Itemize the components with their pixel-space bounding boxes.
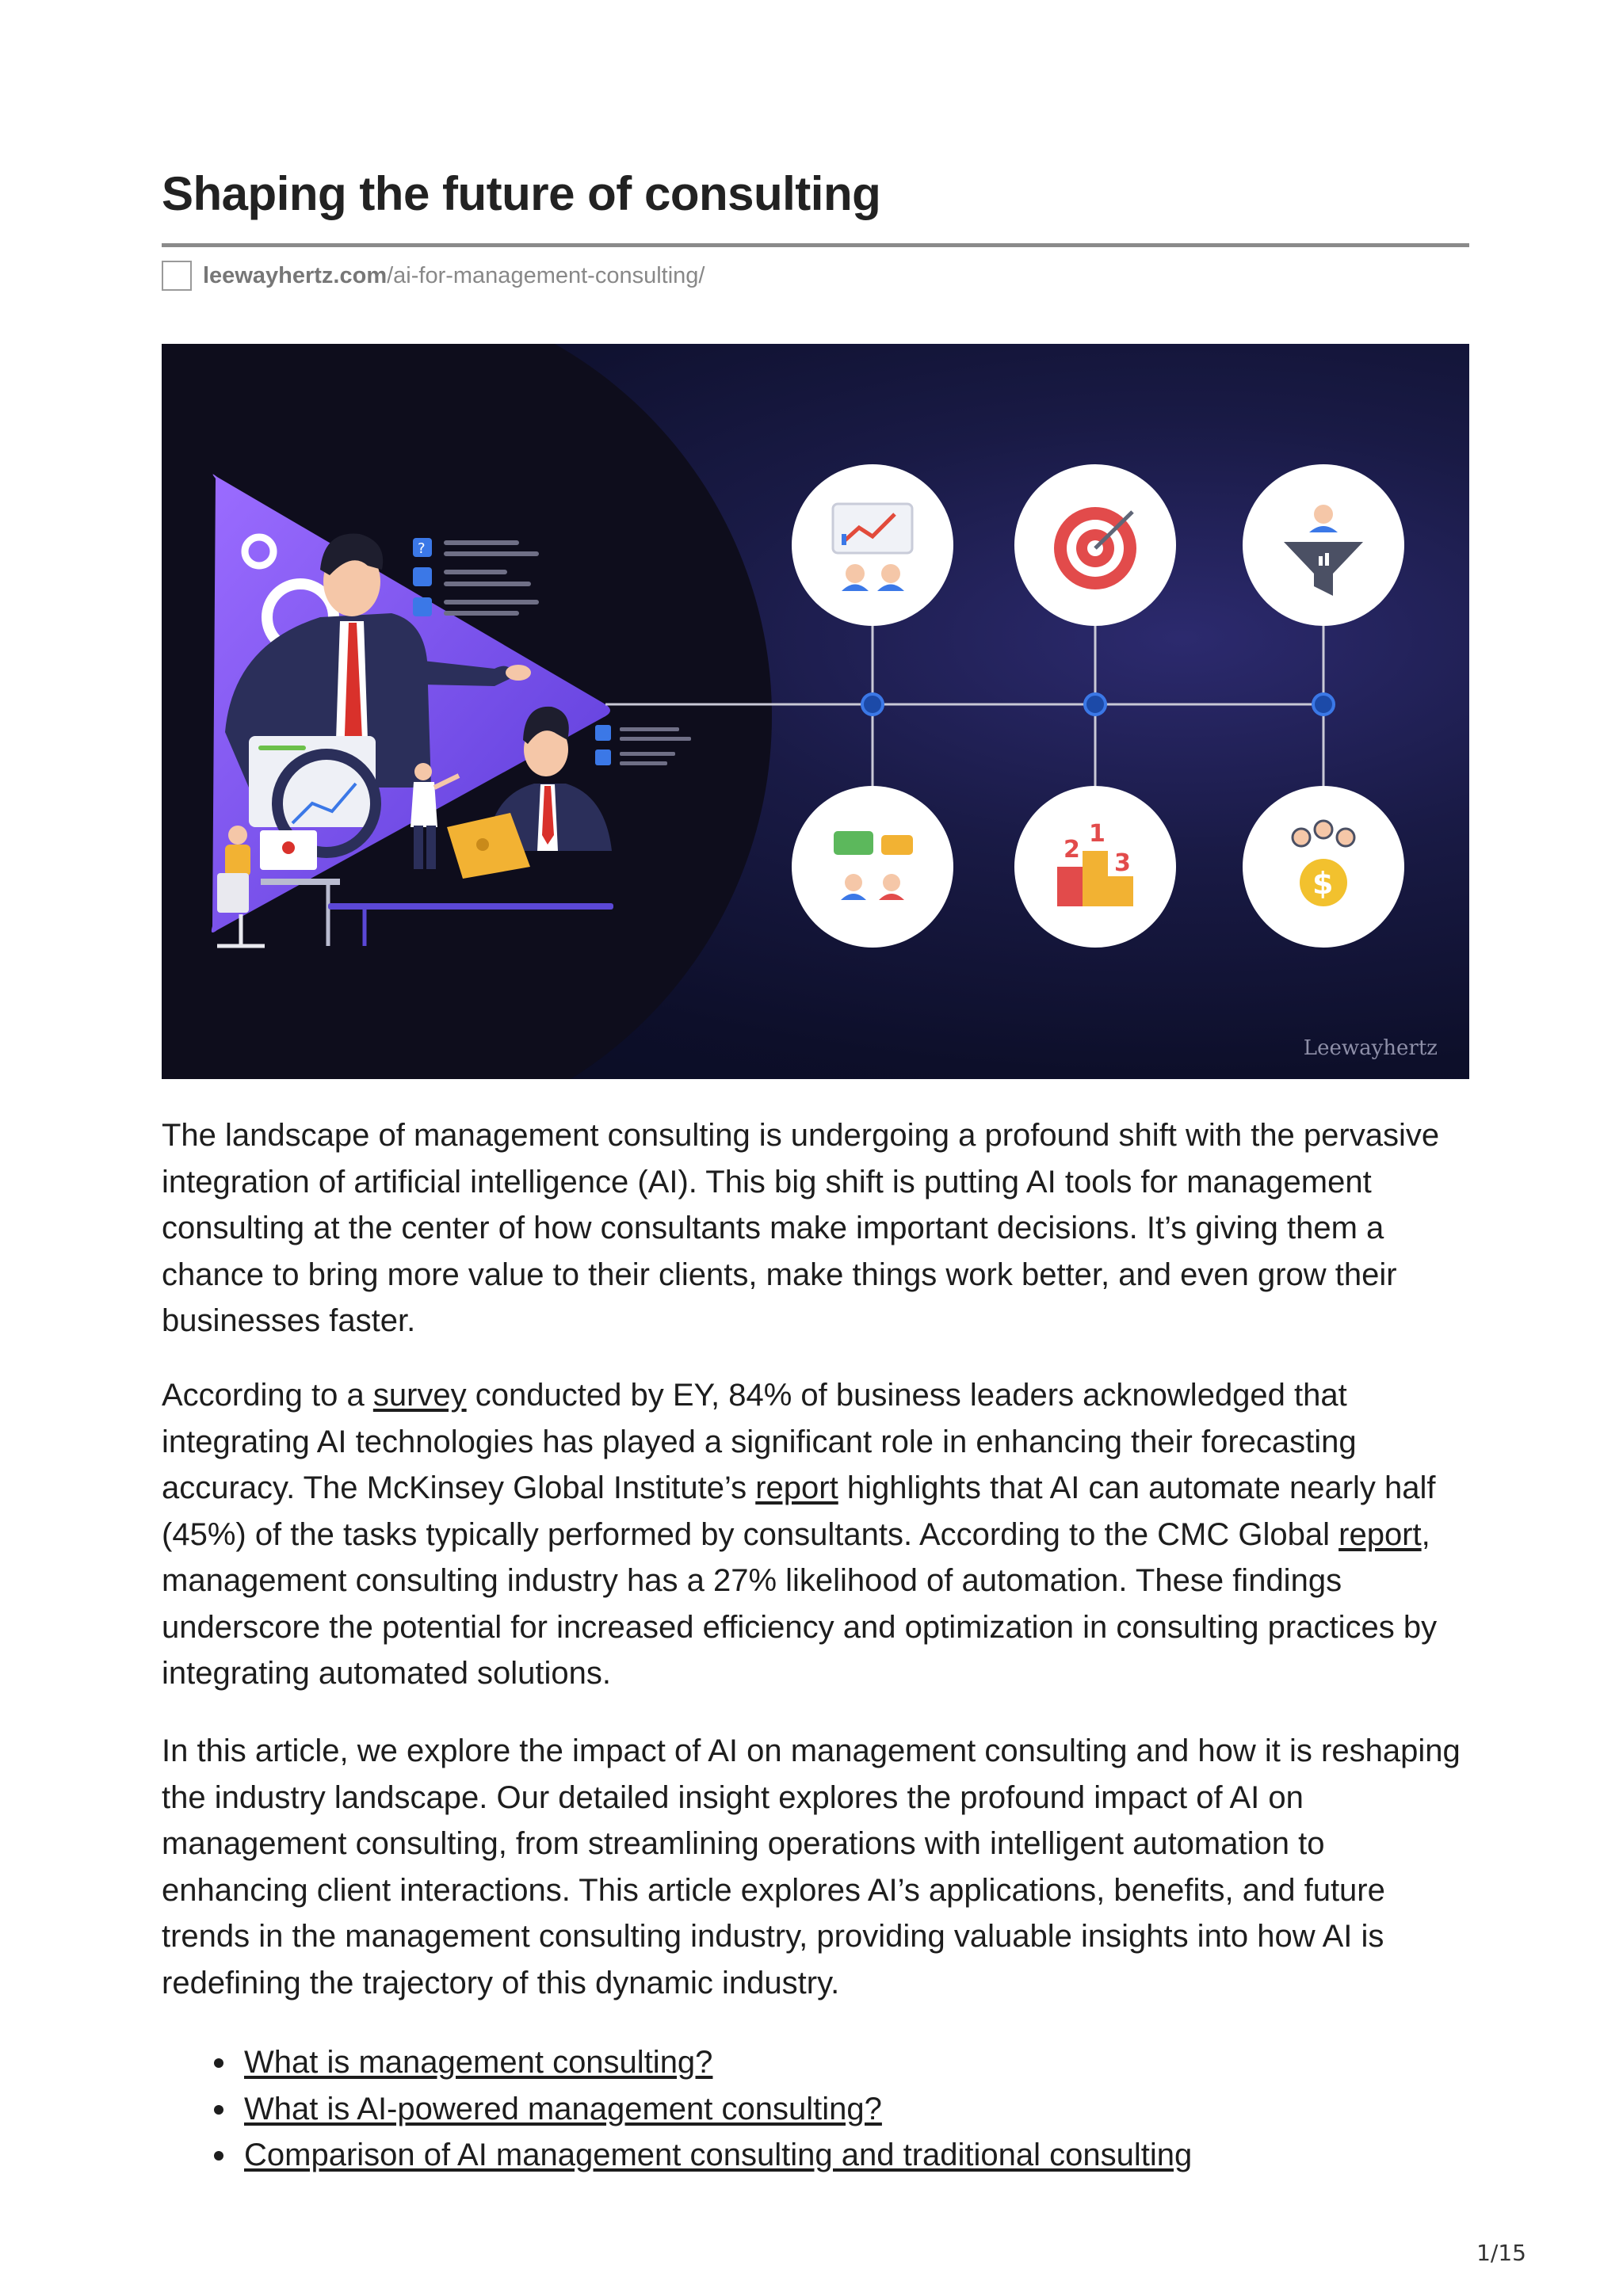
source-link[interactable]	[162, 259, 705, 292]
revenue-icon	[1243, 786, 1404, 948]
image-watermark: Leewayhertz	[1303, 1036, 1438, 1060]
analytics-presentation-icon	[792, 464, 953, 626]
favicon-placeholder-icon	[162, 261, 192, 291]
source-domain: leewayhertz.com	[203, 262, 388, 288]
connector-node	[862, 694, 883, 715]
p2-text-a: According to a	[162, 1378, 373, 1413]
toc-item	[244, 2132, 1192, 2179]
podium-label-3: 3	[1114, 849, 1131, 877]
podium-label-1: 1	[1089, 820, 1106, 848]
p2-text-d: , management consulting industry has a 27% likelihood of automation. These findings underscore the potential for increased efficiency and optimization in consulting practices by integrating automated solutions.	[162, 1516, 1438, 1691]
discussion-icon	[792, 786, 953, 948]
cmc-report-link[interactable]: report	[1338, 1516, 1422, 1552]
checklist-question-mark: ?	[418, 540, 426, 557]
page-number: 1/15	[1476, 2240, 1526, 2266]
intro-paragraph: The landscape of management consulting is undergoing a profound shift with the pervasive integration of artificial intelligence (AI). This big shift is putting AI tools for management consulting at the center of how consultants make important decisions. It’s giving them a chance to bring more value to their clients, make things work better, and even grow their businesses faster.	[162, 1118, 1440, 1338]
table-of-contents	[162, 2039, 1192, 2179]
p2-text-c: highlights that AI can automate nearly half (45%) of the tasks typically performed by consultants. According to the CMC Global	[162, 1470, 1436, 1552]
connector-node	[1085, 694, 1106, 715]
title-divider	[162, 243, 1469, 247]
toc-link-comparison[interactable]: Comparison of AI management consulting and traditional consulting	[244, 2138, 1193, 2172]
connector-node	[1313, 694, 1334, 715]
overview-paragraph: In this article, we explore the impact of AI on management consulting and how it is reshaping the industry landscape. Our detailed insight explores the profound impact of AI on management consulting, from streamlining operations with intelligent automation to enhancing client interactions. This article explores AI’s applications, benefits, and future trends in the management consulting industry, providing valuable insights into how AI is redefining the trajectory of this dynamic industry.	[162, 1733, 1461, 2000]
mckinsey-report-link[interactable]: report	[755, 1470, 838, 1505]
target-icon	[1014, 464, 1176, 626]
toc-item	[244, 2039, 1192, 2086]
page-title: Shaping the future of consulting	[162, 167, 881, 220]
survey-link[interactable]: survey	[372, 1378, 467, 1413]
p2-text-b: conducted by EY, 84% of business leaders acknowledged that integrating AI technologies has played a significant role in enhancing their forecasting accuracy. The McKinsey Global Institute’s	[162, 1378, 1357, 1505]
toc-link-management-consulting[interactable]: What is management consulting?	[244, 2045, 713, 2080]
podium-label-2: 2	[1064, 836, 1080, 864]
funnel-icon	[1243, 464, 1404, 626]
toc-item	[244, 2086, 1192, 2133]
statistics-paragraph	[162, 1372, 1469, 1697]
toc-link-ai-powered-consulting[interactable]: What is AI-powered management consulting?	[244, 2091, 882, 2126]
hero-illustration	[162, 344, 1469, 1079]
source-path: /ai-for-management-consulting/	[387, 262, 705, 288]
dollar-sign: $	[1312, 866, 1334, 901]
ranking-podium-icon	[1014, 786, 1176, 948]
